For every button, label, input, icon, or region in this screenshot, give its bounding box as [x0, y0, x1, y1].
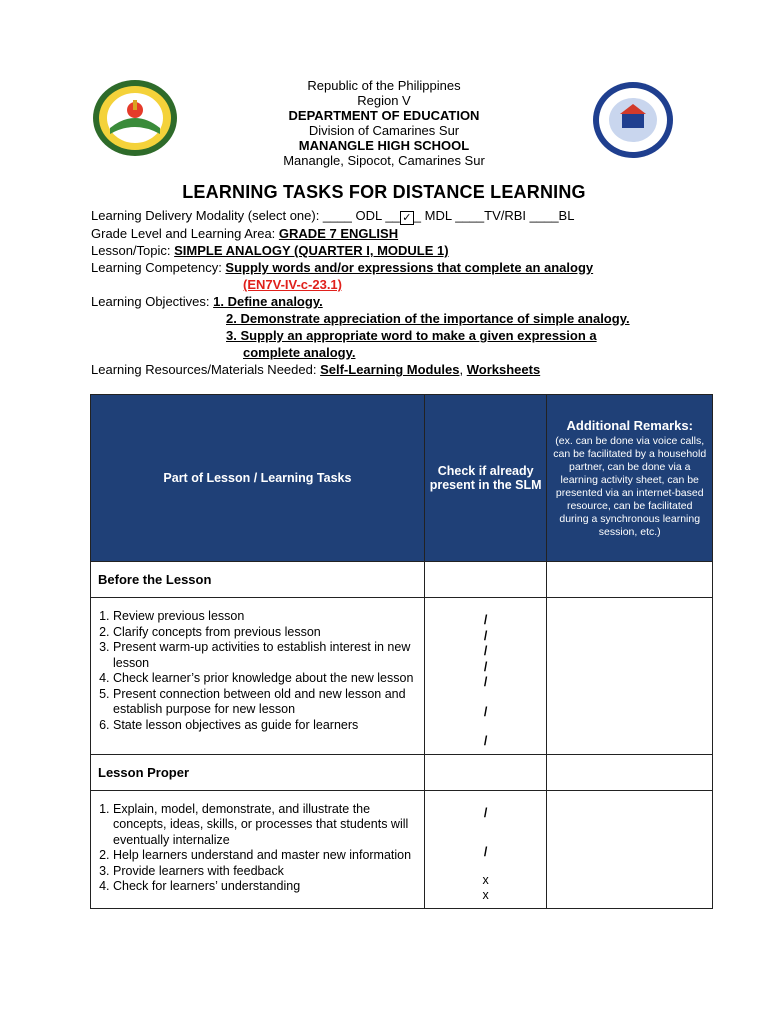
objective-row-3: [91, 327, 731, 344]
check-mark: /: [483, 734, 488, 748]
list-item: 2. Clarify concepts from previous lesson: [113, 625, 424, 641]
check-cell: [424, 598, 547, 755]
objective-row-3b: [91, 344, 731, 361]
check-mark: /: [483, 805, 488, 820]
list-item: 4. Check learner’s prior knowledge about the new lesson: [113, 671, 424, 687]
republic-line: Republic of the Philippines: [307, 78, 461, 93]
tasks-cell: [91, 790, 425, 908]
tasks-column-header: Part of Lesson / Learning Tasks: [91, 395, 425, 562]
objective-row-2: [91, 310, 731, 327]
objective-3: 3. Supply an appropriate word to make a given expression a: [226, 328, 597, 343]
remarks-column-header: [547, 395, 713, 562]
region-line: Region V: [357, 93, 411, 108]
check-mark: /: [483, 704, 488, 719]
competency-label: Learning Competency:: [91, 260, 226, 275]
section-title: Before the Lesson: [91, 562, 425, 598]
topic-row: [91, 242, 731, 259]
resources-separator: ,: [459, 362, 467, 377]
lesson-info: [91, 207, 731, 378]
objectives-label: Learning Objectives:: [91, 294, 214, 309]
slm-check-column-header: Check if already present in the SLM: [424, 395, 547, 562]
check-mark: /: [483, 628, 488, 643]
document-header: [0, 78, 768, 168]
resource-modules: Self-Learning Modules: [320, 362, 460, 377]
division-line: Division of Camarines Sur: [308, 123, 460, 138]
school-address: Manangle, Sipocot, Camarines Sur: [283, 153, 485, 168]
lesson-proper-tasks: [91, 790, 713, 908]
grade-label: Grade Level and Learning Area:: [91, 226, 279, 241]
competency-code: (EN7V-IV-c-23.1): [243, 277, 342, 292]
competency-code-row: [91, 276, 731, 293]
resource-worksheets: Worksheets: [466, 362, 541, 377]
check-icon: ✓: [400, 211, 414, 225]
remarks-cell: [547, 598, 713, 755]
list-item: 1. Explain, model, demonstrate, and illustrate the concepts, ideas, skills, or processes that students will eventually internalize: [113, 802, 424, 849]
topic-value: SIMPLE ANALOGY (QUARTER I, MODULE 1): [174, 243, 449, 258]
check-mark: /: [483, 845, 488, 859]
check-mark: /: [483, 613, 488, 627]
list-item: 3. Present warm-up activities to establish interest in new lesson: [113, 640, 424, 671]
grade-row: [91, 225, 731, 242]
section-row-lesson-proper: [91, 754, 713, 790]
list-item: 1. Review previous lesson: [113, 609, 424, 625]
check-mark: /: [483, 659, 488, 674]
grade-value: GRADE 7 ENGLISH: [278, 226, 399, 241]
resources-row: [91, 361, 731, 378]
document-title: LEARNING TASKS FOR DISTANCE LEARNING: [182, 182, 586, 202]
section-check-cell: [424, 562, 547, 598]
remarks-cell: [547, 790, 713, 908]
objective-1: 1. Define analogy.: [213, 294, 323, 309]
section-check-cell: [424, 754, 547, 790]
modality-row: [91, 207, 731, 225]
competency-value: Supply words and/or expressions that complete an analogy: [225, 260, 594, 275]
objective-3-continued: complete analogy.: [243, 345, 356, 360]
list-item: 3. Provide learners with feedback: [113, 864, 424, 880]
check-mark: /: [483, 675, 488, 689]
list-item: 6. State lesson objectives as guide for learners: [113, 718, 424, 734]
remarks-title: Additional Remarks:: [566, 417, 693, 433]
section-remarks-cell: [547, 562, 713, 598]
before-lesson-tasks: [91, 598, 713, 755]
objective-row-1: [91, 293, 731, 310]
check-cell: [424, 790, 547, 908]
school-name: MANANGLE HIGH SCHOOL: [298, 138, 470, 153]
cross-mark: x: [482, 872, 489, 887]
list-item: 5. Present connection between old and new lesson and establish purpose for new lesson: [113, 687, 424, 718]
learning-tasks-table: [90, 394, 713, 909]
remarks-note: (ex. can be done via voice calls, can be facilitated by a household partner, can be done via a learning activity sheet, can be presented via an internet-based resource, can be facilitated during a synchronous learning session, etc.): [553, 434, 707, 538]
objective-2: 2. Demonstrate appreciation of the importance of simple analogy.: [226, 311, 630, 326]
modality-label: Learning Delivery Modality (select one): ____ ODL __: [91, 208, 400, 223]
list-item: 2. Help learners understand and master new information: [113, 848, 424, 864]
modality-options: _ MDL ____TV/RBI ____BL: [413, 208, 575, 223]
section-row-before-lesson: [91, 562, 713, 598]
section-title: Lesson Proper: [91, 754, 425, 790]
check-mark: /: [483, 644, 488, 658]
department-line: DEPARTMENT OF EDUCATION: [288, 108, 480, 123]
tasks-cell: [91, 598, 425, 755]
topic-label: Lesson/Topic:: [91, 243, 175, 258]
list-item: 4. Check for learners’ understanding: [113, 879, 424, 895]
competency-row: [91, 259, 731, 276]
section-remarks-cell: [547, 754, 713, 790]
cross-mark: x: [482, 888, 489, 902]
resources-label: Learning Resources/Materials Needed:: [91, 362, 321, 377]
